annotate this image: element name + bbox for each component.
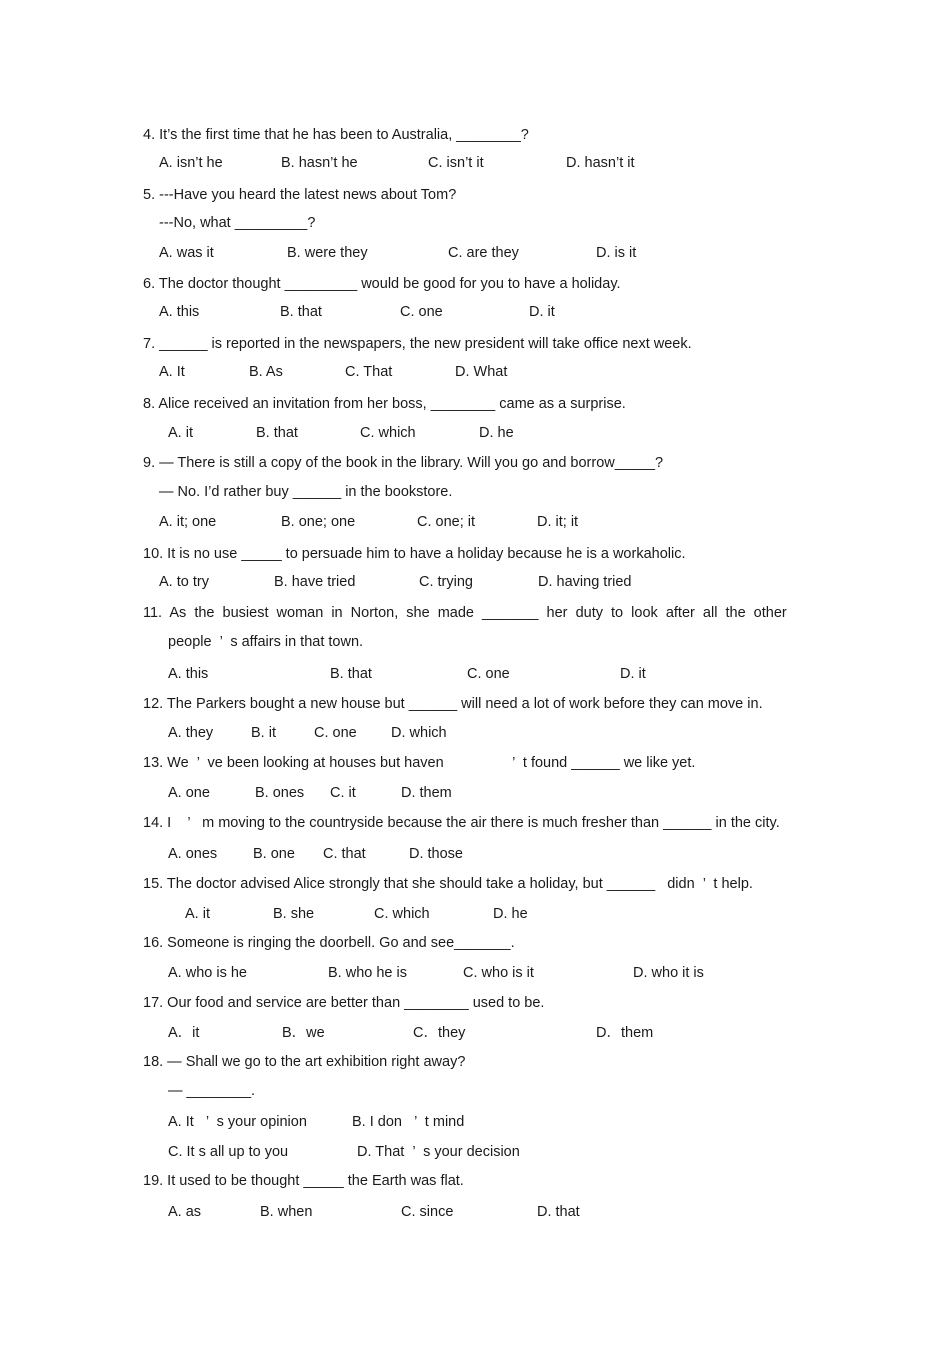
option: A．it xyxy=(168,1025,200,1041)
option: A. It ’ s your opinion xyxy=(168,1114,307,1130)
question-stem: 5. ---Have you heard the latest news about Tom? xyxy=(143,187,457,203)
option: A. isn’t he xyxy=(159,155,223,171)
option: B. As xyxy=(249,364,283,380)
question-stem: 8. Alice received an invitation from her boss, ________ came as a surprise. xyxy=(143,396,626,412)
option: A. this xyxy=(159,304,200,320)
question-stem: 13. We ’ ve been looking at houses but haven ’ t found ______ we like yet. xyxy=(143,755,696,771)
option: D. hasn’t it xyxy=(566,155,635,171)
option: C. one xyxy=(314,725,357,741)
question-stem-line2: — No. I’d rather buy ______ in the bookstore. xyxy=(159,484,453,500)
option: A. who is he xyxy=(168,965,247,981)
option: A. it xyxy=(185,906,210,922)
question-stem-line2: people ’ s affairs in that town. xyxy=(168,634,364,650)
question-stem: 16. Someone is ringing the doorbell. Go and see_______. xyxy=(143,935,515,951)
option: C. that xyxy=(323,846,366,862)
question-stem: 14. I ’ m moving to the countryside because the air there is much fresher than ______ in the city. xyxy=(143,815,780,831)
option: D. that xyxy=(537,1204,580,1220)
question-stem-line2: — ________. xyxy=(168,1083,256,1099)
option: B. it xyxy=(251,725,276,741)
option: B. hasn’t he xyxy=(281,155,358,171)
option: C. trying xyxy=(419,574,473,590)
option: A. this xyxy=(168,666,209,682)
option: B. one xyxy=(253,846,295,862)
option: C. one xyxy=(400,304,443,320)
option: B. have tried xyxy=(274,574,356,590)
option: A. to try xyxy=(159,574,209,590)
question-stem: 15. The doctor advised Alice strongly that she should take a holiday, but ______ didn ’ t help. xyxy=(143,876,753,892)
question-stem: 10. It is no use _____ to persuade him to have a holiday because he is a workaholic. xyxy=(143,546,686,562)
option: D. it xyxy=(620,666,646,682)
option: B. I don ’ t mind xyxy=(352,1114,465,1130)
option: D. he xyxy=(493,906,528,922)
option: C. it xyxy=(330,785,356,801)
option: D. That ’ s your decision xyxy=(357,1144,520,1160)
option: C. which xyxy=(374,906,430,922)
option: D. which xyxy=(391,725,447,741)
option: D. those xyxy=(409,846,463,862)
option: C. one xyxy=(467,666,510,682)
option: D. he xyxy=(479,425,514,441)
option: C．they xyxy=(413,1025,466,1041)
option: B. that xyxy=(256,425,298,441)
option: A. they xyxy=(168,725,214,741)
option: A. it xyxy=(168,425,193,441)
question-stem-line2: ---No, what _________? xyxy=(159,215,316,231)
option: D. who it is xyxy=(633,965,704,981)
option: D. is it xyxy=(596,245,637,261)
option: A. It xyxy=(159,364,185,380)
option: C. isn’t it xyxy=(428,155,484,171)
option: B. ones xyxy=(255,785,305,801)
option: B. who he is xyxy=(328,965,407,981)
question-stem: 6. The doctor thought _________ would be good for you to have a holiday. xyxy=(143,276,621,292)
option: C. It s all up to you xyxy=(168,1144,289,1160)
option: A. was it xyxy=(159,245,214,261)
option: A. one xyxy=(168,785,210,801)
question-stem: 7. ______ is reported in the newspapers, the new president will take office next week. xyxy=(143,336,692,352)
option: B. she xyxy=(273,906,315,922)
question-stem: 17. Our food and service are better than ________ used to be. xyxy=(143,995,545,1011)
option: C. since xyxy=(401,1204,454,1220)
option: B. when xyxy=(260,1204,313,1220)
option: A. ones xyxy=(168,846,218,862)
question-stem: 12. The Parkers bought a new house but ______ will need a lot of work before they can move in. xyxy=(143,696,763,712)
option: D．them xyxy=(596,1025,654,1041)
option: B. one; one xyxy=(281,514,356,530)
option: C. one; it xyxy=(417,514,476,530)
option: C. That xyxy=(345,364,393,380)
option: C. who is it xyxy=(463,965,534,981)
question-stem: 19. It used to be thought _____ the Earth was flat. xyxy=(143,1173,464,1189)
option: D. them xyxy=(401,785,452,801)
option: C. are they xyxy=(448,245,519,261)
option: B. that xyxy=(330,666,372,682)
option: B．we xyxy=(282,1025,325,1041)
option: D. having tried xyxy=(538,574,632,590)
question-stem: 18. — Shall we go to the art exhibition right away? xyxy=(143,1054,466,1070)
question-stem: 9. — There is still a copy of the book in the library. Will you go and borrow_____? xyxy=(143,455,664,471)
question-stem: 4. It’s the first time that he has been to Australia, ________? xyxy=(143,127,529,143)
option: D. What xyxy=(455,364,508,380)
option: D. it xyxy=(529,304,555,320)
option: A. it; one xyxy=(159,514,217,530)
option: D. it; it xyxy=(537,514,579,530)
option: C. which xyxy=(360,425,416,441)
option: A. as xyxy=(168,1204,202,1220)
option: B. that xyxy=(280,304,322,320)
option: B. were they xyxy=(287,245,368,261)
question-stem: 11. As the busiest woman in Norton, she made _______ her duty to look after all the other xyxy=(143,605,787,621)
